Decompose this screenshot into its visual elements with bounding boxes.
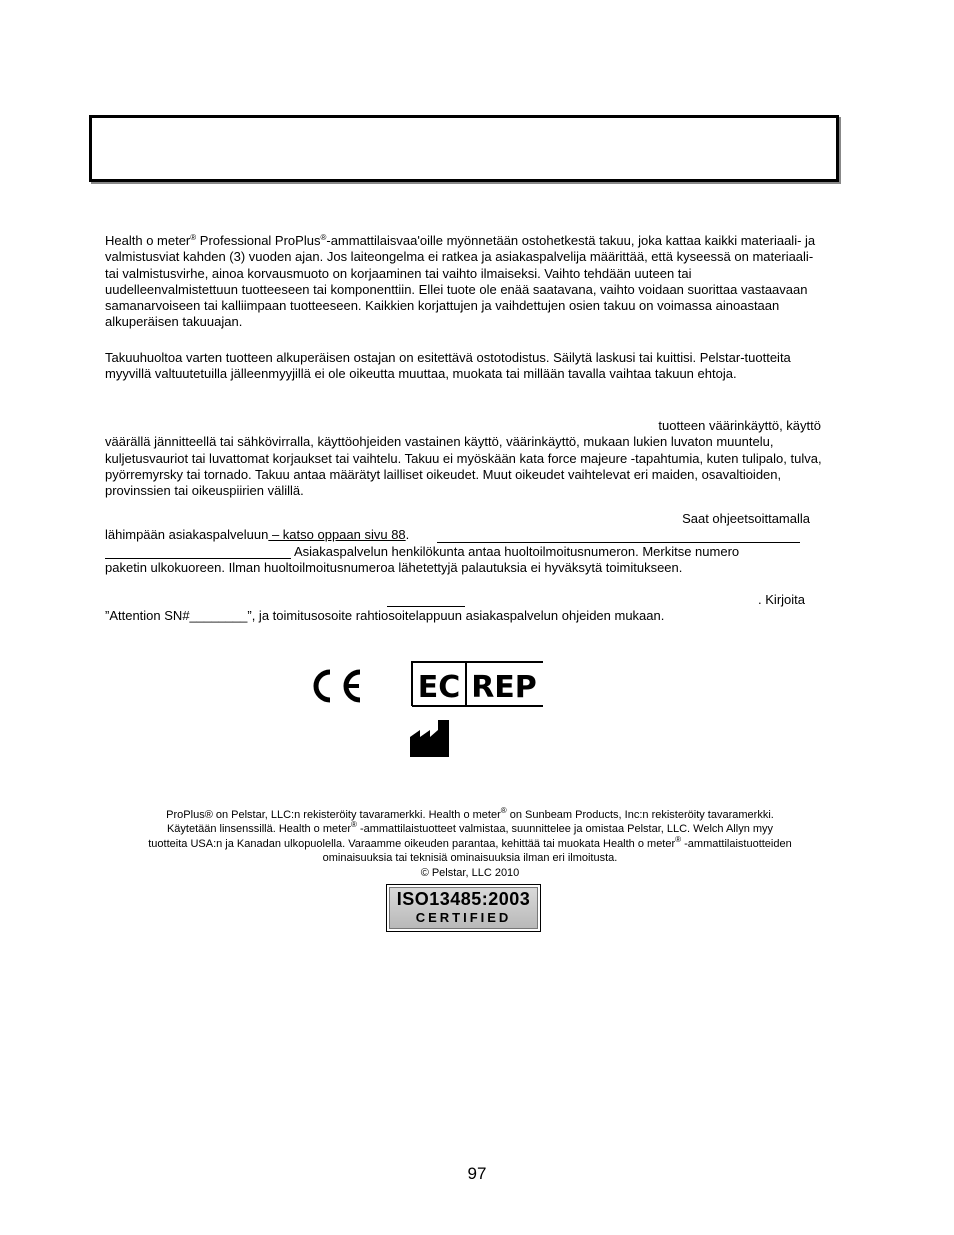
warranty-paragraph-5: . Kirjoita ”Attention SN#________”, ja toimitusosoite rahtiosoitelappuun asiakaspalvelun ohjeiden mukaan. xyxy=(105,592,805,624)
section-title-box xyxy=(89,115,839,182)
rep-label: REP xyxy=(471,670,537,705)
ce-mark-icon xyxy=(303,664,365,708)
warranty-paragraph-3: tuotteen väärinkäyttö, käyttö väärällä jännitteellä tai sähkövirralla, käyttöohjeiden vastainen käyttö, väärinkäyttö, mukaan lukien luvaton muuntelu, kuljetusvauriot tai luvattomat korjaukset tai vaihtelu. Takuu ei myöskään kata force majeure -tapahtumia, kuten tulipalo, tulva, pyörremyrsky tai tornado. Takuu antaa määrätyt lailliset oikeudet. Muut oikeudet vaihtelevat eri maiden, osavaltioiden, provinssien tai oikeuspiirien välillä. xyxy=(105,418,822,499)
iso-standard-label: ISO13485:2003 xyxy=(396,889,531,909)
iso-certified-label: CERTIFIED xyxy=(415,910,512,925)
iso-certified-badge xyxy=(386,884,541,932)
copyright: © Pelstar, LLC 2010 xyxy=(420,866,520,879)
ec-rep-icon xyxy=(411,661,543,707)
warranty-paragraph-4: Saat ohjeetsoittamalla lähimpään asiakaspalveluun – katso oppaan sivu 88. Asiakaspalvelun henkilökunta antaa huoltoilmoitusnumeron. Merkitse numero paketin ulkokuoreen. Ilman huoltoilmoitusnumeroa lähetettyjä palautuksia ei hyväksytä toimitukseen. xyxy=(105,511,810,575)
warranty-paragraph-1: Health o meter® Professional ProPlus®-ammattilaisvaa'oille myönnetään ostohetkestä takuu, joka kattaa kaikki materiaali- ja valmistusviat kahden (3) vuoden ajan. Jos laiteongelma ei ratkea ja asiakaspalvelija määrittää, että kyseessä on materiaali- tai valmistusvirhe, ainoa korvausmuoto on korjaaminen tai vaihto ilmaiseksi. Vaihto tehdään uuteen tai uudelleenvalmistettuun tuotteeseen tai komponenttiin. Ellei tuote ole enää saatavana, vaihto voidaan suorittaa vastaavaan samanarvoiseen tai kalliimpaan tuotteeseen. Kaikkien korjattujen ja vaihdettujen osien takuu on voimassa ainoastaan alkuperäisen takuuajan. xyxy=(105,233,816,330)
warranty-paragraph-2: Takuuhuoltoa varten tuotteen alkuperäisen ostajan on esitettävä ostotodistus. Säilytä laskusi tai kuittisi. Pelstar-tuotteita myyvillä valtuutetuilla jälleenmyyjillä ei ole oikeutta muuttaa, muokata tai millään tavalla vaihtaa takuun ehtoja. xyxy=(105,350,791,382)
blank-line xyxy=(387,606,465,607)
blank-line xyxy=(437,542,800,543)
page-number: 97 xyxy=(467,1164,487,1183)
trademark-notice: ProPlus® on Pelstar, LLC:n rekisteröity tavaramerkki. Health o meter® on Sunbeam Products, Inc:n rekisteröity tavaramerkki. Käytetään linsenssillä. Health o meter® -ammattilaistuotteet valmistaa, suunnittelee ja omistaa Pelstar, LLC. Welch Allyn myy tuotteita USA:n ja Kanadan ulkopuolella. Varaamme oikeuden parantaa, kehittää tai muokata Health o meter® -ammattilaistuotteiden ominaisuuksia tai teknisiä ominaisuuksia ilman eri ilmoitusta. © Pelstar, LLC 2010 xyxy=(100,808,840,880)
ec-label: EC xyxy=(417,670,461,705)
blank-line xyxy=(105,558,291,559)
manufacturer-factory-icon xyxy=(410,720,450,757)
